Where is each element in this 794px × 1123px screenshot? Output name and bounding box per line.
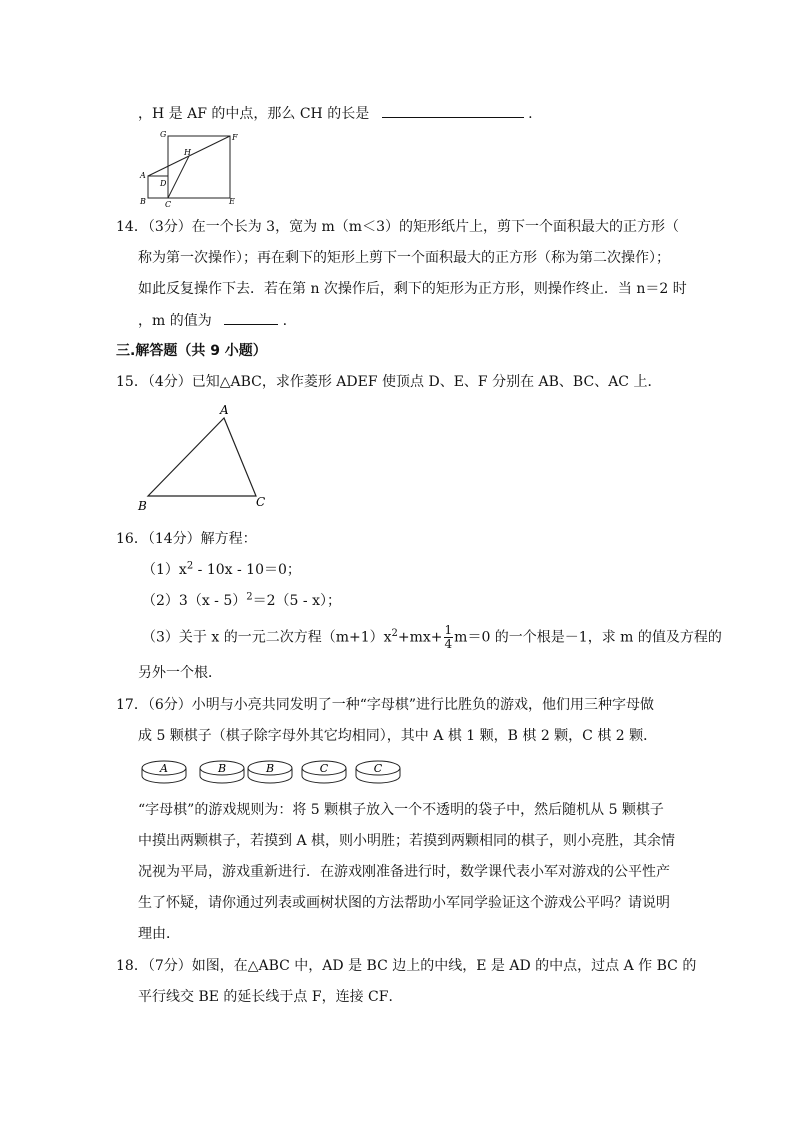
chess-piece-c bbox=[356, 761, 400, 783]
chess-piece-label: C bbox=[319, 762, 329, 775]
q16-p1-sup: 2 bbox=[186, 560, 194, 572]
q16-line: 16．（14分）解方程： bbox=[116, 531, 257, 547]
label-a: A bbox=[220, 403, 229, 417]
label-f: F bbox=[232, 133, 238, 142]
q18-line1: 18．（7分）如图，在△ABC 中，AD 是 BC 边上的中线，E 是 AD 的中点，过点 A 作 BC 的 bbox=[116, 958, 697, 974]
q14-line1: 14．（3分）在一个长为 3，宽为 m（m＜3）的矩形纸片上，剪下一个面积最大的正方形（ bbox=[116, 219, 679, 235]
chess-piece-label: C bbox=[373, 762, 383, 775]
triangle-abc bbox=[148, 418, 256, 496]
label-g: G bbox=[160, 130, 167, 139]
q16-p1-pre: （1）x bbox=[142, 562, 187, 578]
q17-line1: 17．（6分）小明与小亮共同发明了一种“字母棋”进行比胜负的游戏，他们用三种字母做 bbox=[116, 697, 655, 713]
q14-line2: 称为第一次操作）；再在剩下的矩形上剪下一个面积最大的正方形（称为第二次操作）； bbox=[138, 250, 670, 266]
square-cgfe bbox=[168, 136, 230, 198]
q16-p3-fraction bbox=[444, 624, 454, 651]
q17-rule3: 况视为平局，游戏重新进行．在游戏刚准备进行时，数学课代表小军对游戏的公平性产 bbox=[138, 864, 670, 880]
q16-p3-post: m＝0 的一个根是－1，求 m 的值及方程的 bbox=[454, 629, 722, 646]
label-c: C bbox=[256, 495, 266, 509]
chess-piece-b bbox=[200, 761, 244, 783]
q16-p2-sup: 2 bbox=[246, 591, 253, 603]
chess-piece-a bbox=[142, 761, 186, 783]
q17-rule1: “字母棋”的游戏规则为：将 5 颗棋子放入一个不透明的袋子中，然后随机从 5 颗棋子 bbox=[138, 802, 664, 818]
chess-piece-label: B bbox=[217, 762, 227, 775]
label-h: H bbox=[184, 148, 191, 157]
q16-p1-post: - 10x - 10＝0； bbox=[193, 562, 301, 578]
q16-p3-sup: 2 bbox=[391, 627, 398, 639]
q17-rule2: 中摸出两颗棋子，若摸到 A 棋，则小明胜；若摸到两颗相同的棋子，则小亮胜，其余情 bbox=[138, 833, 676, 849]
label-b: B bbox=[138, 499, 147, 513]
q16-p2-post: ＝2（5 - x）； bbox=[252, 593, 341, 609]
q16-p3-pre: （3）关于 x 的一元二次方程（m+1）x bbox=[142, 629, 392, 646]
q13-line: ，H 是 AF 的中点，那么 CH 的长是 bbox=[138, 106, 370, 122]
label-e: E bbox=[229, 197, 235, 206]
q17-rule5: 理由． bbox=[138, 926, 180, 942]
q15-triangle-figure bbox=[134, 400, 274, 516]
label-b: B bbox=[140, 197, 146, 206]
fraction-denominator: 4 bbox=[444, 637, 453, 651]
section-heading: 三.解答题（共 9 小题） bbox=[116, 343, 267, 359]
q16-p3-mid: +mx+ bbox=[397, 629, 443, 646]
q18-line2: 平行线交 BE 的延长线于点 F，连接 CF． bbox=[138, 989, 403, 1005]
q17-rule4: 生了怀疑，请你通过列表或画树状图的方法帮助小军同学验证这个游戏公平吗？请说明 bbox=[138, 895, 670, 911]
q17-pieces-figure bbox=[140, 756, 410, 788]
q14-line4 bbox=[138, 310, 287, 331]
q16-p3-line2: 另外一个根． bbox=[138, 665, 222, 681]
chess-piece-label: B bbox=[265, 762, 275, 775]
q17-line2: 成 5 颗棋子（棋子除字母外其它均相同），其中 A 棋 1 颗，B 棋 2 颗，C 棋 2 颗． bbox=[138, 728, 658, 744]
q15-line: 15．（4分）已知△ABC，求作菱形 ADEF 使顶点 D、E、F 分别在 AB、BC、AC 上． bbox=[116, 374, 662, 390]
label-c: C bbox=[165, 200, 172, 208]
label-d: D bbox=[160, 179, 167, 188]
q16-part1 bbox=[142, 560, 301, 580]
q16-part3 bbox=[142, 624, 722, 651]
q14-answer-blank[interactable] bbox=[224, 310, 278, 325]
q13-text bbox=[138, 103, 533, 124]
chess-piece-label: A bbox=[160, 762, 168, 775]
chess-piece-c bbox=[302, 761, 346, 783]
q14-line4-end: . bbox=[282, 313, 288, 329]
q14-line3: 如此反复操作下去．若在第 n 次操作后，剩下的矩形为正方形，则操作终止．当 n＝2 时 bbox=[138, 281, 687, 297]
q13-figure bbox=[136, 128, 240, 208]
q16-p2-pre: （2）3（x - 5） bbox=[142, 593, 247, 609]
fraction-numerator: 1 bbox=[444, 623, 453, 637]
q14-line4-pre: ，m 的值为 bbox=[138, 313, 212, 329]
chess-piece-b bbox=[248, 761, 292, 783]
q16-part2 bbox=[142, 591, 341, 611]
segment-ch bbox=[168, 156, 189, 198]
q13-end: . bbox=[528, 106, 533, 122]
q13-answer-blank[interactable] bbox=[382, 103, 524, 118]
label-a: A bbox=[140, 171, 146, 180]
